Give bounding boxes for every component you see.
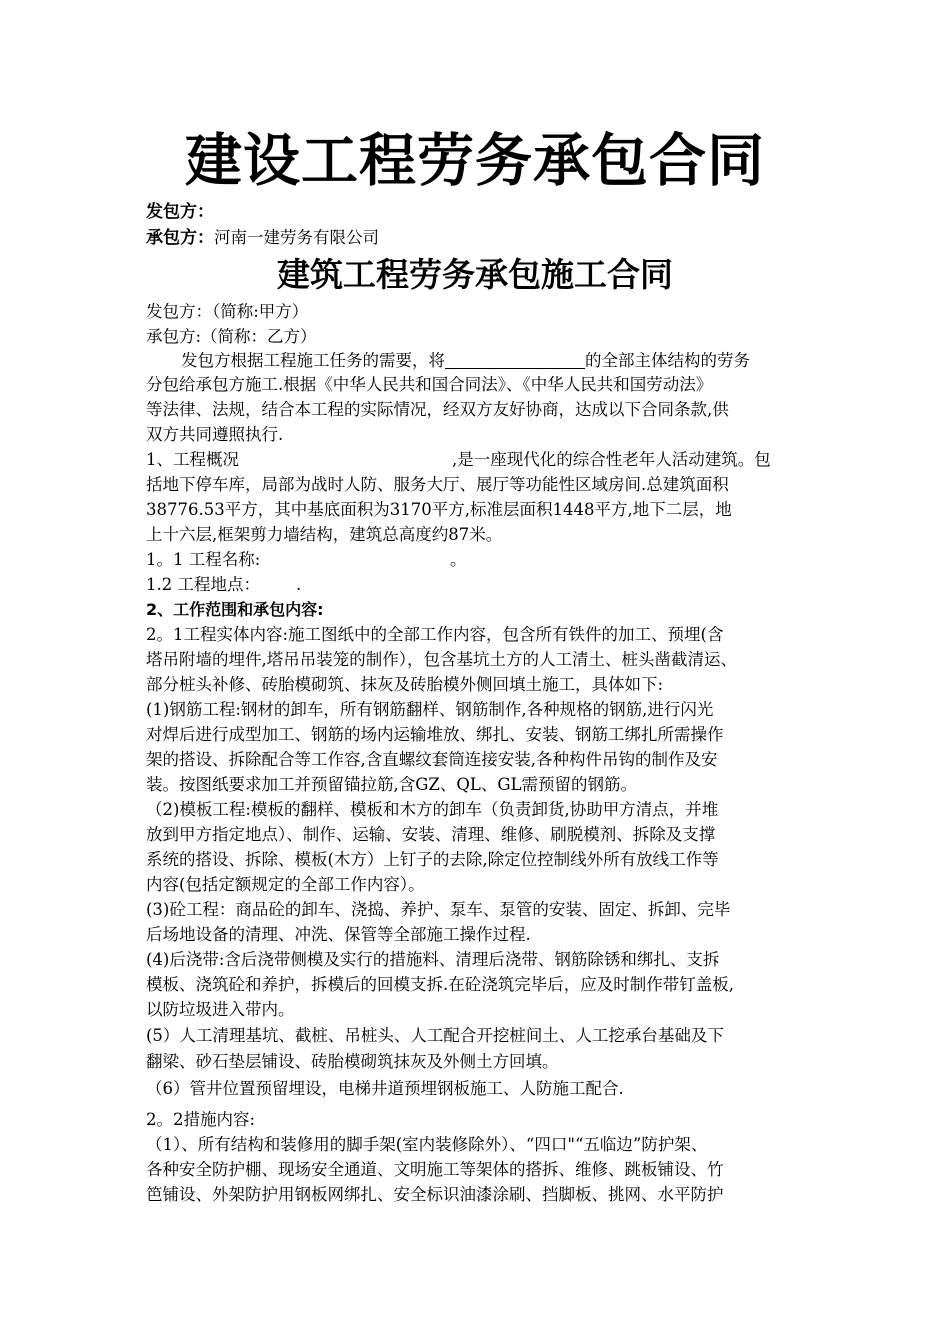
- contractor-name: 河南一建劳务有限公司: [214, 228, 379, 247]
- text-line: .: [296, 575, 302, 594]
- blank-underline: [445, 352, 585, 369]
- text-line: 2。2措施内容:: [146, 1110, 256, 1129]
- text-line: [181, 349, 750, 373]
- text-line: 分包给承包方施工.根据《中华人民共和国合同法》、《中华人民共和国劳动法》: [146, 375, 713, 394]
- employer-label: 发包方：: [146, 202, 214, 222]
- text-line: 1.2 工程地点：: [146, 575, 260, 594]
- text-line: 。: [450, 550, 467, 569]
- text-line: 发包方：（简称:甲方）: [146, 302, 309, 321]
- text-line: (3)砼工程：商品砼的卸车、浇捣、养护、泵车、泵管的安装、固定、拆卸、完毕: [146, 900, 731, 919]
- section-heading: 2、工作范围和承包内容:: [146, 600, 324, 619]
- text-line: 双方共同遵照执行.: [146, 425, 284, 444]
- text-line: 后场地设备的清理、冲洗、保管等全部施工操作过程.: [146, 925, 531, 944]
- text-line: (1)钢筋工程:钢材的卸车，所有钢筋翻样、钢筋制作,各种规格的钢筋,进行闪光: [146, 700, 714, 719]
- text-line: 上十六层,框架剪力墙结构，建筑总高度约87米。: [146, 525, 503, 544]
- text-segment: 发包方根据工程施工任务的需要，将: [181, 351, 445, 370]
- text-line: ,是一座现代化的综合性老年人活动建筑。包: [452, 450, 771, 469]
- text-line: 内容(包括定额规定的全部工作内容）。: [146, 875, 425, 894]
- text-line: (4)后浇带:含后浇带侧模及实行的措施料、清理后浇带、钢筋除锈和绑扎、支拆: [146, 950, 720, 969]
- text-line: （1）、所有结构和装修用的脚手架(室内装修除外）、“四口"“五临边”防护架、: [146, 1135, 708, 1154]
- contractor-line: [146, 227, 379, 249]
- text-line: 1。1 工程名称:: [146, 550, 261, 569]
- text-line: （6）管井位置预留埋设，电梯井道预埋钢板施工、人防施工配合.: [146, 1079, 624, 1098]
- employer-line: [146, 201, 214, 223]
- text-line: 等法律、法规，结合本工程的实际情况，经双方友好协商，达成以下合同条款,供: [146, 400, 729, 419]
- text-line: 38776.53平方，其中基底面积为3170平方,标准层面积1448平方,地下二层，地: [146, 500, 732, 519]
- text-line: 塔吊附墙的埋件,塔吊吊装笼的制作），包含基坑土方的人工清土、桩头凿截清运、: [146, 650, 737, 669]
- contract-title: 建筑工程劳务承包施工合同: [277, 255, 673, 294]
- contractor-label: 承包方：: [146, 228, 214, 248]
- text-line: 翻梁、砂石垫层铺设、砖胎模砌筑抹灰及外侧土方回填。: [146, 1052, 559, 1071]
- text-line: 笆铺设、外架防护用钢板网绑扎、安全标识油漆涂刷、挡脚板、挑网、水平防护: [146, 1185, 724, 1204]
- main-title: 建设工程劳务承包合同: [185, 128, 765, 194]
- text-line: 各种安全防护棚、现场安全通道、文明施工等架体的搭拆、维修、跳板铺设、竹: [146, 1160, 724, 1179]
- text-line: 架的搭设、拆除配合等工作容,含直螺纹套筒连接安装,各种构件吊钩的制作及安: [146, 750, 718, 769]
- text-line: 括地下停车库，局部为战时人防、服务大厅、展厅等功能性区域房间.总建筑面积: [146, 475, 729, 494]
- text-line: 系统的搭设、拆除、模板(木方）上钉子的去除,除定位控制线外所有放线工作等: [146, 850, 719, 869]
- text-segment: 的全部主体结构的劳务: [585, 351, 750, 370]
- text-line: 对焊后进行成型加工、钢筋的场内运输堆放、绑扎、安装、钢筋工绑扎所需操作: [146, 725, 724, 744]
- text-line: 部分桩头补修、砖胎模砌筑、抹灰及砖胎模外侧回填土施工，具体如下:: [146, 675, 664, 694]
- text-line: （2)模板工程:模板的翻样、模板和木方的卸车（负责卸货,协助甲方清点，并堆: [146, 800, 719, 819]
- text-line: 1、工程概况: [146, 450, 239, 469]
- text-line: 装。按图纸要求加工并预留锚拉筋,含GZ、QL、GL需预留的钢筋。: [146, 775, 638, 794]
- text-line: 模板、浇筑砼和养护，拆模后的回模支拆.在砼浇筑完毕后，应及时制作带钉盖板,: [146, 975, 734, 994]
- text-line: 以防垃圾进入带内。: [146, 1000, 295, 1019]
- text-line: (5）人工清理基坑、截桩、吊桩头、人工配合开挖桩间土、人工挖承台基础及下: [146, 1026, 724, 1045]
- text-line: 承包方:（简称：乙方）: [146, 327, 317, 346]
- text-line: 2。1工程实体内容:施工图纸中的全部工作内容，包含所有铁件的加工、预埋(含: [146, 625, 724, 644]
- text-line: 放到甲方指定地点）、制作、运输、安装、清理、维修、刷脱模剂、拆除及支撑: [146, 825, 716, 844]
